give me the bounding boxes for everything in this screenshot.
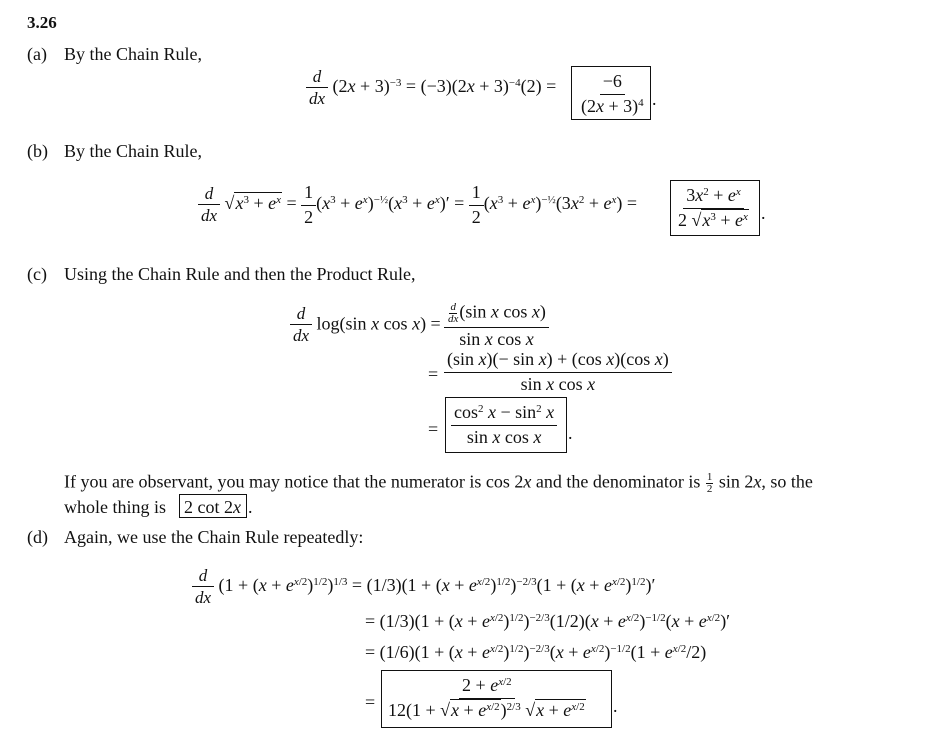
part-d-line2: = $(1/3)(1 + (x + e^{x/2})^{1/2})^{-2/3}(1/2)(x + e^{x/2})^{-1/2}(x + e^{x/2})'$ <box>365 611 731 631</box>
part-a-intro: By the Chain Rule, <box>64 44 202 64</box>
part-b-intro: By the Chain Rule, <box>64 141 202 161</box>
part-c-answer: $\frac{\cos^2 x - \sin^2 x}{\text{sin x cos x}}$ <box>451 403 557 448</box>
part-c-label: (c) <box>27 264 47 284</box>
part-a-equation: $\frac{d}{dx}$ $(2x + 3)^{-3} = (-3)(2x + 3)^{-4}(2)$ = <box>306 68 556 108</box>
notice-line-1: If you are observant, you may notice that the numerator is cos 2x and the denominator is $\frac{1}{2}$ sin 2x, so the <box>64 471 813 495</box>
part-d-intro: Again, we use the Chain Rule repeatedly: <box>64 527 364 547</box>
part-a-label: (a) <box>27 44 47 64</box>
part-d-line3: = $(1/6)(1 + (x + e^{x/2})^{1/2})^{-2/3}(x + e^{x/2})^{-1/2}(1 + e^{x/2}/2)$ <box>365 642 707 662</box>
part-b-equation: $\frac{d}{dx}$ $√x^3 + e^x$ = $\frac{1}{2}$ $(x^3 + e^x)^{-\frac{1}{2}}(x^3 + e^x)'$ = $\frac{1}{2}$ $(x^3 + e^x)^{-\frac{1}{2}}(3x^2 + e^x)$ = <box>198 183 637 228</box>
part-c-intro: Using the Chain Rule and then the Product Rule, <box>64 264 416 284</box>
notice-line-2: whole thing is <box>64 497 166 517</box>
part-b-label: (b) <box>27 141 48 161</box>
part-d-label: (d) <box>27 527 48 547</box>
part-c-step2: $\frac{\text{(sin x)(− sin x) + (cos x)(cos x)}}{\text{sin x cos x}}$ <box>444 350 672 395</box>
part-c-lhs: $\frac{d}{dx}$ log(sin x cos x) = <box>290 305 441 345</box>
notice-answer: 2 cot 2x <box>184 497 241 517</box>
part-d-answer: $\frac{2 + e^{x/2}}{12(1 + √x + e^{x/2})^{2/3} √x + e^{x/2}}$ <box>388 675 585 720</box>
problem-number: 3.26 <box>27 13 57 32</box>
part-d-line1: $\frac{d}{dx}$ $(1 + (x + e^{x/2})^{1/2})^{1/3} = (1/3)(1 + (x + e^{x/2})^{1/2})^{-2/3}(1 + (x + e^{x/2})^{1/2})'$ <box>192 567 655 607</box>
part-c-step1: $\frac{d}{dx}$ (sin x cos x) sin x cos x <box>444 302 549 350</box>
part-b-answer: $\frac{3x^2 + e^x}{2 √x^3 + e^x}$ <box>678 185 748 230</box>
part-a-answer: $\frac{-6}{(2x + 3)^4}$ <box>581 71 644 116</box>
